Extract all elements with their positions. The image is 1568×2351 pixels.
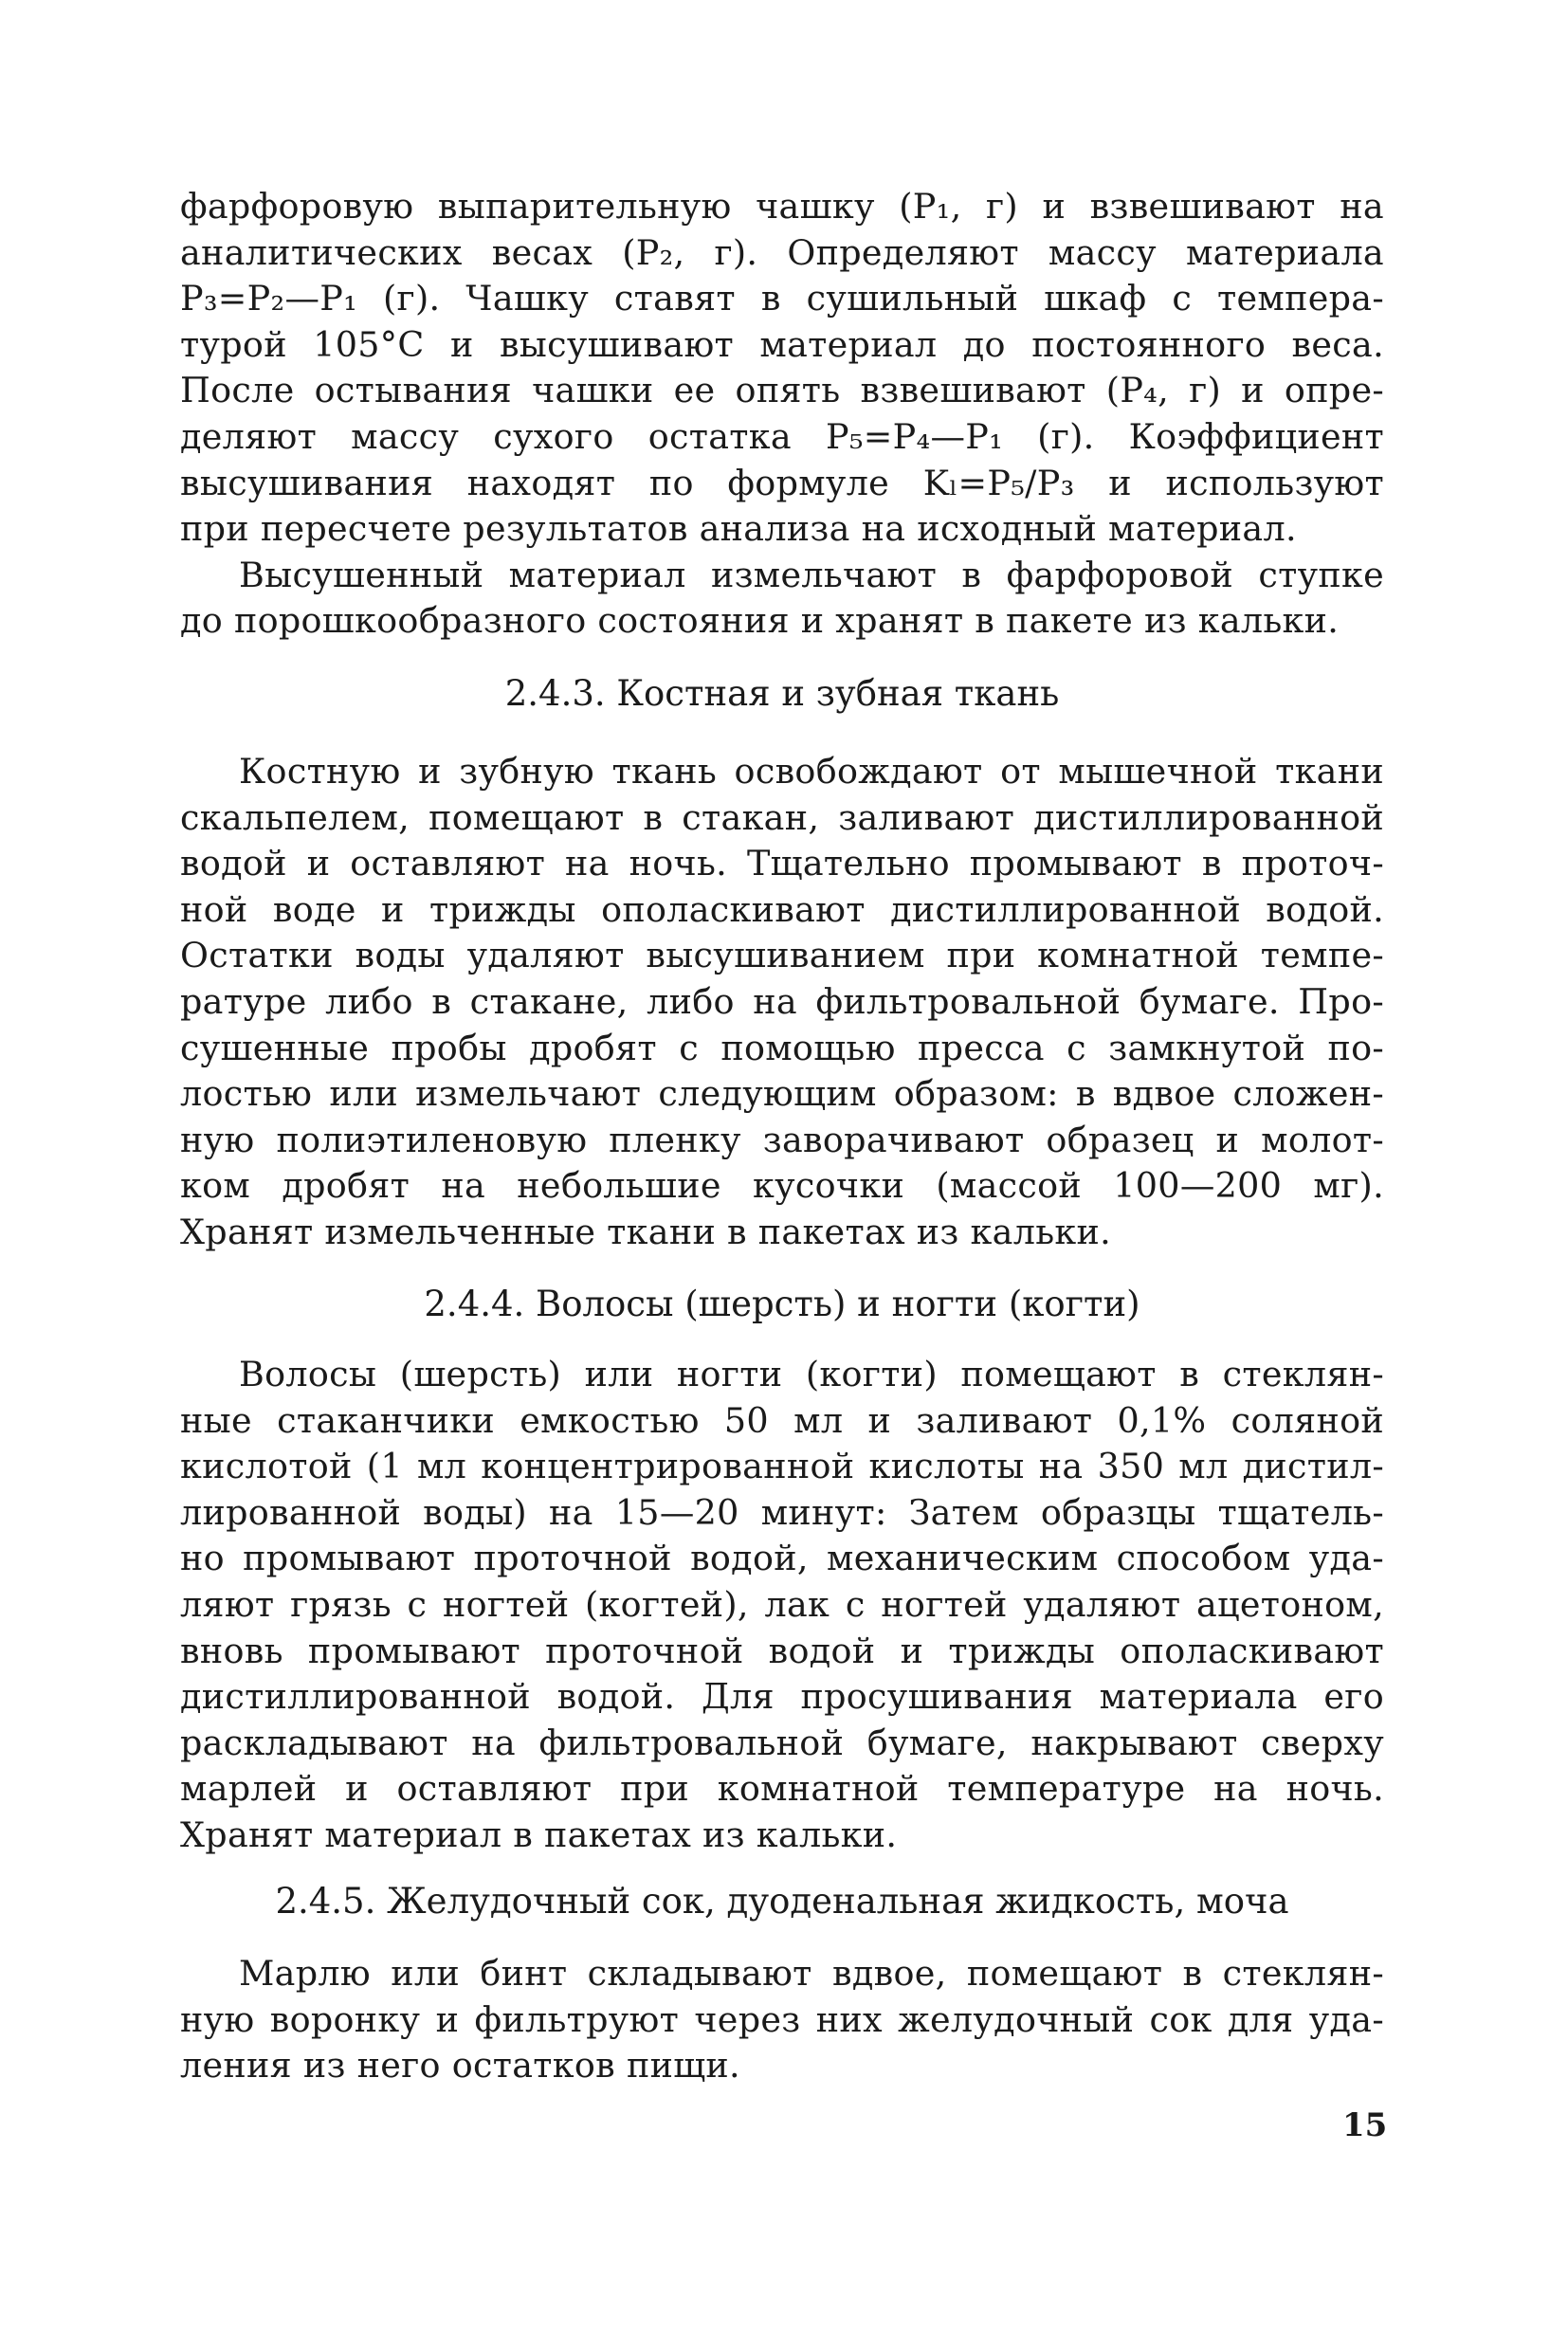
text-line: раскладывают на фильтровальной бумаге, накрывают сверху	[180, 1722, 1384, 1763]
text-line: лированной воды) на 15—20 минут: Затем образцы тщатель-	[180, 1491, 1384, 1533]
text-line: Костную и зубную ткань освобождают от мышечной ткани	[239, 751, 1384, 792]
text-line: ные стаканчики емкостью 50 мл и заливают 0,1% соляной	[180, 1399, 1384, 1441]
text-line: После остывания чашки ее опять взвешивают (P₄, г) и опре-	[180, 370, 1384, 411]
text-line: P₃=P₂—P₁ (г). Чашку ставят в сушильный шкаф с темпера-	[180, 278, 1384, 319]
text-line: Волосы (шерсть) или ногти (когти) помещают в стеклян-	[239, 1354, 1384, 1394]
text-line: деляют массу сухого остатка P₅=P₄—P₁ (г). Коэффициент	[180, 415, 1384, 457]
text-line: при пересчете результатов анализа на исходный материал.	[180, 508, 1297, 550]
text-line: водой и оставляют на ночь. Тщательно промывают в проточ-	[180, 843, 1384, 884]
text-line: турой 105°C и высушивают материал до постоянного веса.	[180, 323, 1384, 365]
section-heading-2-4-5: 2.4.5. Желудочный сок, дуоденальная жидкость, моча	[275, 1881, 1289, 1922]
text-line: ления из него остатков пищи.	[180, 2045, 740, 2087]
text-line: кислотой (1 мл концентрированной кислоты на 350 мл дистил-	[180, 1446, 1384, 1487]
text-line: скальпелем, помещают в стакан, заливают дистиллированной	[180, 796, 1384, 838]
paragraph-hair-nails	[180, 1352, 1384, 1859]
text-line: сушенные пробы дробят с помощью пресса с замкнутой по-	[180, 1027, 1384, 1068]
text-line: Высушенный материал измельчают в фарфоровой ступке	[239, 554, 1384, 595]
text-line: Марлю или бинт складывают вдвое, помещают в стеклян-	[239, 1953, 1384, 1994]
text-line: марлей и оставляют при комнатной температуре на ночь.	[180, 1768, 1384, 1810]
text-line: но промывают проточной водой, механическим способом уда-	[180, 1538, 1384, 1579]
text-line: до порошкообразного состояния и хранят в пакете из кальки.	[180, 600, 1340, 642]
text-line: высушивания находят по формуле Kₗ=P₅/P₃ и используют	[180, 462, 1384, 503]
text-line: ную воронку и фильтруют через них желудочный сок для уда-	[180, 1998, 1384, 2040]
paragraph-drying	[180, 184, 1384, 645]
section-heading-2-4-3: 2.4.3. Костная и зубная ткань	[504, 673, 1060, 714]
text-line: ратуре либо в стакане, либо на фильтровальной бумаге. Про-	[180, 980, 1384, 1022]
text-line: ную полиэтиленовую пленку заворачивают образец и молот-	[180, 1119, 1384, 1160]
section-heading-2-4-4: 2.4.4. Волосы (шерсть) и ногти (когти)	[424, 1284, 1140, 1324]
text-line: ной воде и трижды ополаскивают дистиллированной водой.	[180, 888, 1384, 930]
text-line: дистиллированной водой. Для просушивания материала его	[180, 1676, 1384, 1718]
text-line: аналитических весах (P₂, г). Определяют массу материала	[180, 231, 1384, 273]
text-line: фарфоровую выпарительную чашку (P₁, г) и взвешивают на	[180, 186, 1384, 227]
text-line: лостью или измельчают следующим образом: в вдвое сложен-	[180, 1073, 1384, 1115]
text-line: ком дробят на небольшие кусочки (массой 100—200 мг).	[180, 1165, 1384, 1207]
text-line: Хранят измельченные ткани в пакетах из кальки.	[180, 1211, 1112, 1252]
text-line: вновь промывают проточной водой и трижды ополаскивают	[180, 1630, 1384, 1671]
page-number: 15	[1342, 2106, 1388, 2144]
text-line: Остатки воды удаляют высушиванием при комнатной темпе-	[180, 935, 1384, 976]
text-line: ляют грязь с ногтей (когтей), лак с ногтей удаляют ацетоном,	[180, 1583, 1384, 1625]
paragraph-gastric-juice	[180, 1951, 1384, 2089]
text-line: Хранят материал в пакетах из кальки.	[180, 1813, 898, 1855]
paragraph-bone-tissue	[180, 749, 1384, 1256]
